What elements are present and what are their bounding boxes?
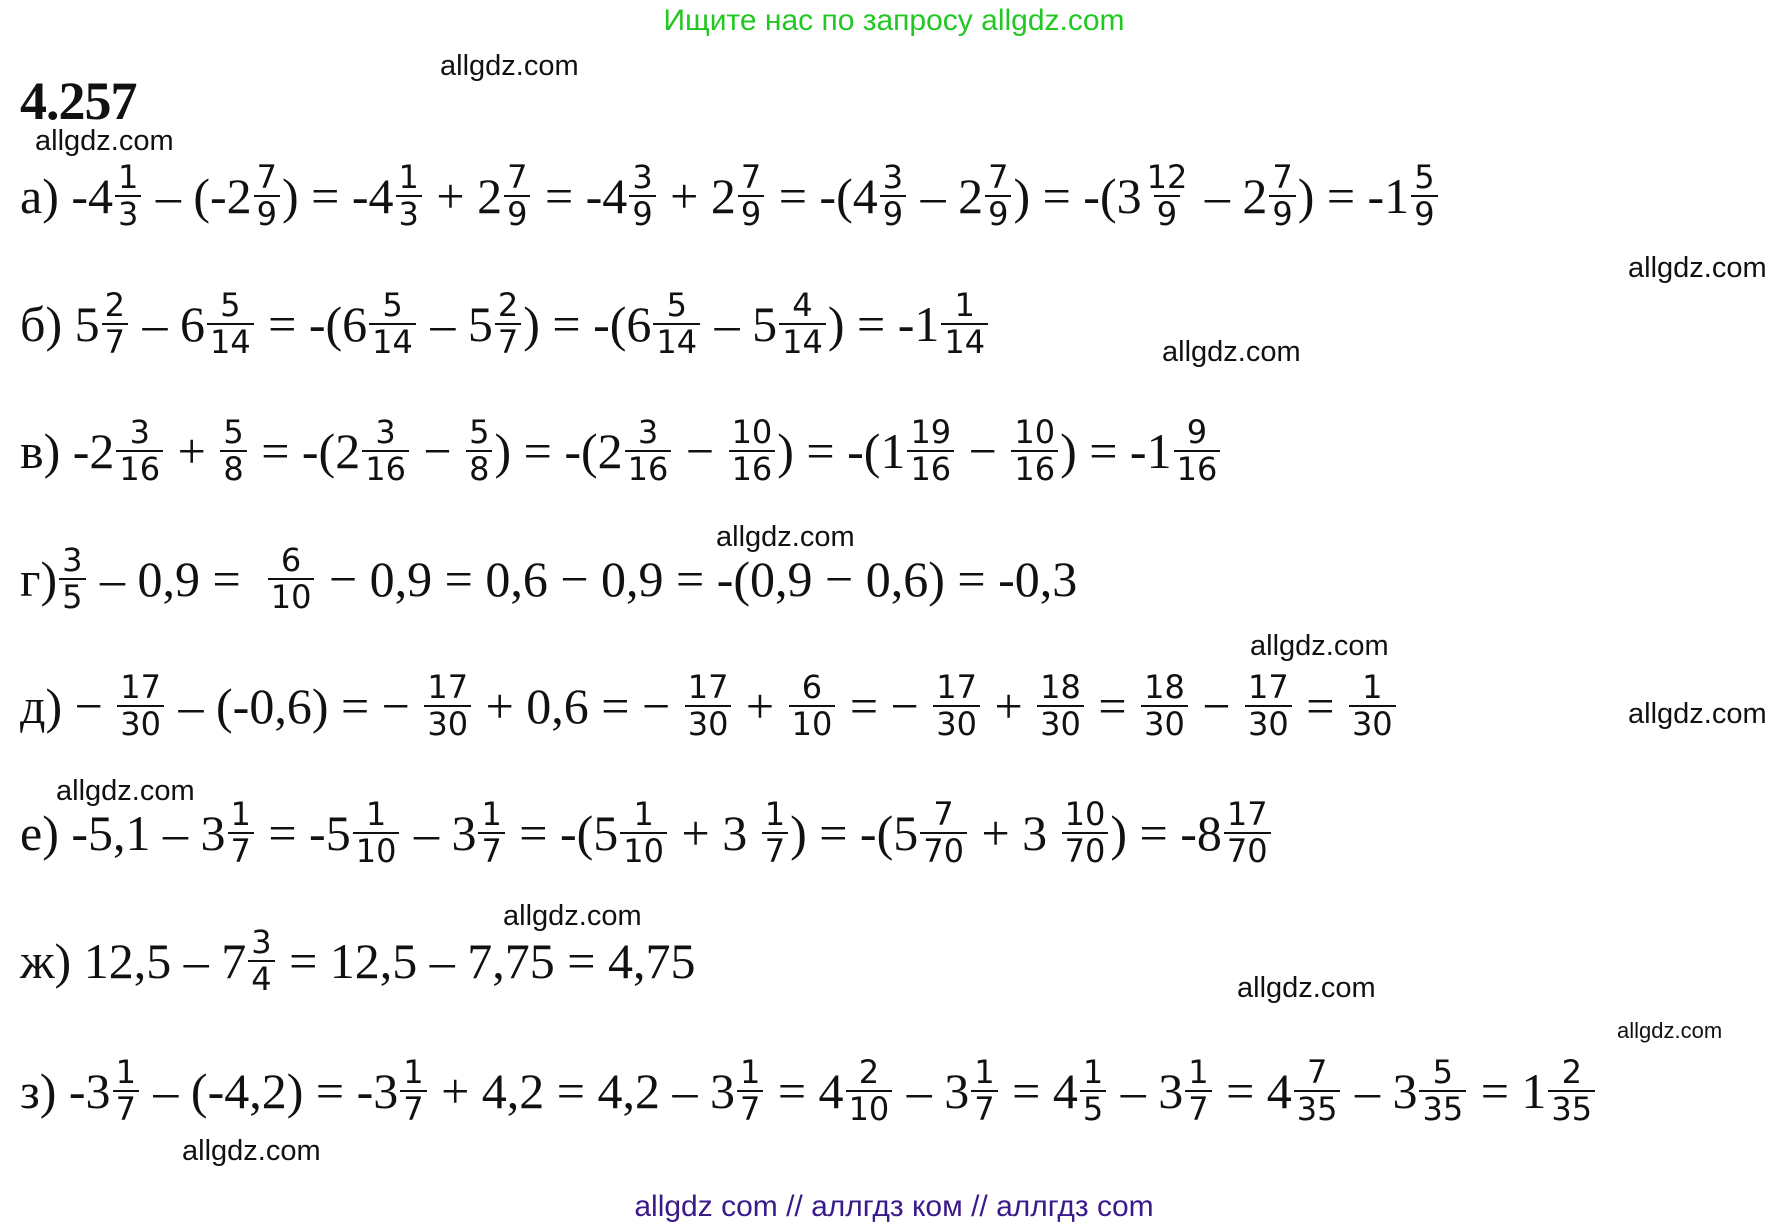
fraction — [102, 288, 128, 360]
expression-text: ) = -(1 — [777, 423, 906, 480]
expression-text: – 6 — [129, 296, 205, 353]
fraction — [907, 415, 954, 487]
expression-text: 5 — [62, 296, 100, 353]
expression-text: = 4 — [765, 1063, 844, 1120]
fraction — [220, 415, 246, 487]
fraction — [880, 160, 906, 232]
watermark: allgdz.com — [716, 521, 855, 553]
fraction — [478, 797, 504, 869]
expression-text: ) = -1 — [1060, 423, 1172, 480]
fraction-numerator: 7 — [256, 158, 278, 196]
expression-text: ) = -(6 — [523, 296, 652, 353]
expression-text: + 2 — [657, 168, 736, 225]
expression-text: − — [410, 423, 465, 480]
equation-line-a — [20, 160, 1440, 232]
expression-text: – 5 — [702, 296, 778, 353]
fraction — [228, 797, 254, 869]
expression-text: – 3 — [1108, 1063, 1184, 1120]
fraction-numerator: 18 — [1040, 668, 1081, 706]
fraction-numerator: 3 — [251, 923, 272, 961]
fraction-numerator: 5 — [1414, 158, 1435, 196]
fraction-numerator: 1 — [115, 1053, 136, 1091]
fraction-denominator: 9 — [880, 195, 906, 232]
fraction-numerator: 1 — [398, 158, 419, 196]
expression-text: = − — [837, 678, 932, 735]
fraction-denominator: 5 — [59, 578, 85, 615]
expression-text: – 5 — [417, 296, 493, 353]
fraction-denominator: 7 — [1185, 1090, 1211, 1127]
fraction-denominator: 35 — [1294, 1090, 1341, 1127]
fraction-denominator: 70 — [1224, 832, 1271, 869]
fraction-numerator: 7 — [1272, 158, 1293, 196]
fraction-numerator: 2 — [104, 286, 125, 324]
fraction-denominator: 30 — [933, 705, 980, 742]
fraction-numerator: 10 — [1064, 795, 1106, 833]
expression-text: – 2 — [1192, 168, 1268, 225]
fraction-numerator: 1 — [1082, 1053, 1104, 1091]
expression-text: = 4 — [1213, 1063, 1292, 1120]
expression-text: ) = -(2 — [494, 423, 623, 480]
fraction-numerator: 17 — [687, 668, 729, 706]
fraction-numerator: 5 — [382, 286, 403, 324]
fraction-numerator: 5 — [223, 413, 244, 451]
fraction-denominator: 9 — [504, 195, 530, 232]
item-label: г) — [20, 551, 58, 608]
item-label: а) — [20, 168, 59, 225]
fraction-numerator: 1 — [481, 795, 502, 833]
fraction-denominator: 14 — [207, 323, 254, 360]
fraction — [1269, 160, 1295, 232]
fraction — [1224, 797, 1271, 869]
fraction-denominator: 14 — [653, 323, 700, 360]
fraction-numerator: 3 — [632, 158, 653, 196]
fraction-numerator: 17 — [1226, 795, 1268, 833]
fraction-denominator: 70 — [920, 832, 967, 869]
fraction-denominator: 9 — [1269, 195, 1295, 232]
fraction-denominator: 7 — [102, 323, 128, 360]
fraction-denominator: 9 — [254, 195, 280, 232]
fraction-denominator: 16 — [625, 450, 672, 487]
fraction — [1294, 1055, 1341, 1127]
item-label: з) — [20, 1063, 57, 1120]
watermark: allgdz.com — [1237, 972, 1376, 1004]
watermark: allgdz.com — [1162, 336, 1301, 368]
fraction-numerator: 2 — [858, 1053, 880, 1091]
fraction-numerator: 18 — [1144, 668, 1185, 706]
fraction-denominator: 7 — [737, 1090, 763, 1127]
expression-text: ) = -8 — [1110, 805, 1222, 862]
fraction-numerator: 1 — [954, 286, 975, 324]
fraction-numerator: 10 — [731, 413, 773, 451]
fraction — [1411, 160, 1437, 232]
watermark: allgdz.com — [1628, 252, 1767, 284]
fraction — [625, 415, 672, 487]
expression-text: + 4,2 = 4,2 – 3 — [428, 1063, 735, 1120]
fraction-numerator: 4 — [792, 286, 813, 324]
fraction-denominator: 9 — [738, 195, 764, 232]
fraction-numerator: 1 — [633, 795, 654, 833]
fraction — [353, 797, 400, 869]
equation-line-d — [20, 670, 1398, 742]
expression-text: = -5 — [255, 805, 351, 862]
expression-text: = 4 — [999, 1063, 1078, 1120]
fraction — [629, 160, 655, 232]
fraction-denominator: 7 — [228, 832, 254, 869]
fraction-numerator: 1 — [1362, 668, 1383, 706]
fraction-denominator: 3 — [115, 195, 141, 232]
fraction — [1185, 1055, 1211, 1127]
item-label: е) — [20, 805, 59, 862]
fraction-denominator: 16 — [1011, 450, 1058, 487]
fraction-numerator: 2 — [497, 286, 519, 324]
expression-text: 12,5 – 7 — [71, 933, 247, 990]
fraction-numerator: 19 — [910, 413, 952, 451]
fraction-denominator: 9 — [1411, 195, 1437, 232]
fraction-numerator: 3 — [882, 158, 904, 196]
expression-text: − — [673, 423, 727, 480]
fraction-denominator: 16 — [1174, 450, 1221, 487]
fraction-numerator: 1 — [974, 1053, 995, 1091]
fraction — [369, 288, 416, 360]
expression-text: -3 — [56, 1063, 111, 1120]
fraction — [1245, 670, 1292, 742]
watermark: allgdz.com — [1250, 630, 1389, 662]
fraction-denominator: 16 — [907, 450, 954, 487]
fraction-numerator: 2 — [1561, 1053, 1582, 1091]
fraction-denominator: 9 — [629, 195, 655, 232]
fraction — [985, 160, 1011, 232]
fraction — [653, 288, 700, 360]
expression-text: ) = -4 — [282, 168, 394, 225]
fraction-numerator: 6 — [280, 541, 302, 579]
fraction-numerator: 5 — [666, 286, 687, 324]
fraction — [362, 415, 409, 487]
fraction-denominator: 30 — [1349, 705, 1396, 742]
expression-text: = -(5 — [506, 805, 619, 862]
fraction-denominator: 7 — [478, 832, 504, 869]
fraction — [268, 543, 315, 615]
fraction-denominator: 9 — [985, 195, 1011, 232]
fraction-denominator: 8 — [220, 450, 246, 487]
fraction-numerator: 5 — [469, 413, 490, 451]
fraction-denominator: 7 — [971, 1090, 997, 1127]
expression-text: − — [62, 678, 116, 735]
search-banner: Ищите нас по запросу allgdz.com — [663, 4, 1125, 37]
expression-text: ) = -(5 — [790, 805, 919, 862]
fraction — [115, 160, 141, 232]
fraction-denominator: 30 — [685, 705, 732, 742]
fraction — [466, 415, 492, 487]
fraction-denominator: 30 — [117, 705, 164, 742]
fraction-denominator: 14 — [941, 323, 988, 360]
expression-text: – 3 — [401, 805, 477, 862]
expression-text: – (-4,2) = -3 — [140, 1063, 399, 1120]
expression-text: ) = -(3 — [1013, 168, 1142, 225]
fraction — [1349, 670, 1396, 742]
expression-text: + 3 — [968, 805, 1060, 862]
expression-text: = 1 — [1468, 1063, 1547, 1120]
fraction-denominator: 7 — [495, 323, 521, 360]
fraction-denominator: 14 — [779, 323, 826, 360]
fraction-numerator: 1 — [764, 795, 786, 833]
expression-text: + 3 — [669, 805, 760, 862]
fraction-denominator: 16 — [729, 450, 776, 487]
fraction — [1080, 1055, 1106, 1127]
fraction-numerator: 7 — [933, 795, 954, 833]
fraction-denominator: 4 — [248, 960, 274, 997]
fraction-numerator: 3 — [62, 541, 83, 579]
fraction-denominator: 30 — [1037, 705, 1084, 742]
watermark: allgdz.com — [56, 775, 195, 807]
expression-text: -5,1 – 3 — [58, 805, 226, 862]
fraction — [113, 1055, 139, 1127]
fraction-denominator: 10 — [846, 1090, 893, 1127]
fraction-numerator: 17 — [936, 668, 977, 706]
fraction — [424, 670, 471, 742]
fraction — [738, 160, 764, 232]
fraction — [737, 1055, 763, 1127]
fraction-denominator: 5 — [1080, 1090, 1106, 1127]
equation-line-zh — [20, 925, 695, 997]
fraction — [396, 160, 422, 232]
fraction — [685, 670, 732, 742]
fraction-denominator: 10 — [789, 705, 836, 742]
item-label: д) — [20, 678, 63, 735]
expression-text: + 0,6 = − — [473, 678, 683, 735]
fraction — [400, 1055, 426, 1127]
fraction-numerator: 10 — [1014, 413, 1056, 451]
fraction-denominator: 10 — [353, 832, 400, 869]
fraction — [1062, 797, 1109, 869]
fraction — [116, 415, 163, 487]
expression-text: + — [733, 678, 787, 735]
expression-text: = -4 — [532, 168, 628, 225]
fraction-numerator: 17 — [1248, 668, 1289, 706]
fraction — [779, 288, 826, 360]
expression-text: + — [981, 678, 1036, 735]
fraction-numerator: 7 — [1306, 1053, 1328, 1091]
fraction — [920, 797, 967, 869]
fraction — [504, 160, 530, 232]
expression-text: – 3 — [1342, 1063, 1418, 1120]
fraction-numerator: 1 — [118, 158, 139, 196]
fraction-denominator: 30 — [424, 705, 471, 742]
expression-text: − — [1189, 678, 1244, 735]
fraction — [1174, 415, 1221, 487]
expression-text: – 2 — [908, 168, 984, 225]
fraction-denominator: 30 — [1141, 705, 1188, 742]
expression-text: + — [165, 423, 219, 480]
watermark: allgdz.com — [503, 900, 642, 932]
fraction — [495, 288, 521, 360]
watermark: allgdz.com — [440, 50, 579, 82]
expression-text: = — [1293, 678, 1347, 735]
expression-text: – (-2 — [143, 168, 252, 225]
fraction-numerator: 5 — [220, 286, 241, 324]
watermark: allgdz.com — [35, 125, 174, 157]
fraction — [117, 670, 164, 742]
expression-text: ) = -1 — [827, 296, 940, 353]
equation-line-g — [20, 543, 1077, 615]
fraction — [1037, 670, 1084, 742]
fraction-numerator: 3 — [637, 413, 659, 451]
fraction — [762, 797, 788, 869]
fraction-denominator: 7 — [400, 1090, 426, 1127]
fraction-numerator: 3 — [129, 413, 150, 451]
item-label: в) — [20, 423, 61, 480]
expression-text: = -(6 — [255, 296, 368, 353]
fraction — [1011, 415, 1058, 487]
expression-text: = -(4 — [766, 168, 878, 225]
item-label: ж) — [20, 933, 72, 990]
fraction-denominator: 16 — [362, 450, 409, 487]
fraction-denominator: 8 — [466, 450, 492, 487]
fraction-denominator: 7 — [113, 1090, 139, 1127]
fraction-denominator: 10 — [268, 578, 315, 615]
expression-text: = -(2 — [248, 423, 361, 480]
fraction — [846, 1055, 893, 1127]
fraction-denominator: 30 — [1245, 705, 1292, 742]
fraction — [789, 670, 836, 742]
fraction-denominator: 3 — [396, 195, 422, 232]
fraction — [207, 288, 254, 360]
equation-line-b — [20, 288, 990, 360]
fraction-denominator: 35 — [1548, 1090, 1595, 1127]
fraction-denominator: 70 — [1062, 832, 1109, 869]
expression-text: – 0,9 = — [87, 551, 266, 608]
watermark: allgdz.com — [1617, 1018, 1723, 1043]
expression-text: − — [956, 423, 1010, 480]
fraction — [1144, 160, 1191, 232]
equation-line-z — [20, 1055, 1597, 1127]
fraction-numerator: 1 — [230, 795, 251, 833]
fraction — [729, 415, 776, 487]
fraction — [933, 670, 980, 742]
fraction — [1548, 1055, 1595, 1127]
fraction-denominator: 14 — [369, 323, 416, 360]
expression-text: -4 — [58, 168, 113, 225]
fraction — [941, 288, 988, 360]
footer-watermark: allgdz com // аллгдз ком // аллгдз com — [634, 1190, 1154, 1223]
watermark: allgdz.com — [182, 1135, 321, 1167]
expression-text: + 2 — [423, 168, 503, 225]
expression-text: -2 — [60, 423, 115, 480]
fraction-numerator: 6 — [801, 668, 823, 706]
fraction-numerator: 1 — [1188, 1053, 1209, 1091]
fraction-numerator: 7 — [988, 158, 1009, 196]
expression-text: − 0,9 = 0,6 − 0,9 = -(0,9 − 0,6) = -0,3 — [316, 551, 1078, 608]
equation-line-v — [20, 415, 1222, 487]
fraction-numerator: 1 — [365, 795, 387, 833]
expression-text: = 12,5 – 7,75 = 4,75 — [276, 933, 696, 990]
expression-text: – 3 — [894, 1063, 970, 1120]
expression-text: ) = -1 — [1297, 168, 1410, 225]
fraction-numerator: 3 — [375, 413, 396, 451]
fraction — [59, 543, 85, 615]
fraction — [248, 925, 274, 997]
fraction — [620, 797, 667, 869]
item-label: б) — [20, 296, 63, 353]
fraction — [971, 1055, 997, 1127]
fraction — [1419, 1055, 1466, 1127]
fraction-numerator: 7 — [507, 158, 528, 196]
fraction-numerator: 1 — [403, 1053, 424, 1091]
expression-text: = — [1085, 678, 1140, 735]
fraction-numerator: 1 — [740, 1053, 761, 1091]
fraction-denominator: 10 — [620, 832, 667, 869]
fraction-numerator: 17 — [120, 668, 162, 706]
fraction-denominator: 9 — [1154, 195, 1180, 232]
fraction-numerator: 9 — [1186, 413, 1208, 451]
fraction-numerator: 7 — [740, 158, 762, 196]
watermark: allgdz.com — [1628, 698, 1767, 730]
fraction — [1141, 670, 1188, 742]
fraction-numerator: 12 — [1146, 158, 1188, 196]
fraction — [254, 160, 280, 232]
fraction-denominator: 35 — [1419, 1090, 1466, 1127]
fraction-numerator: 17 — [427, 668, 469, 706]
fraction-denominator: 16 — [116, 450, 163, 487]
equation-line-e — [20, 797, 1273, 869]
problem-number: 4.257 — [20, 71, 137, 131]
fraction-numerator: 5 — [1432, 1053, 1454, 1091]
expression-text: – (-0,6) = − — [166, 678, 423, 735]
fraction-denominator: 7 — [762, 832, 788, 869]
